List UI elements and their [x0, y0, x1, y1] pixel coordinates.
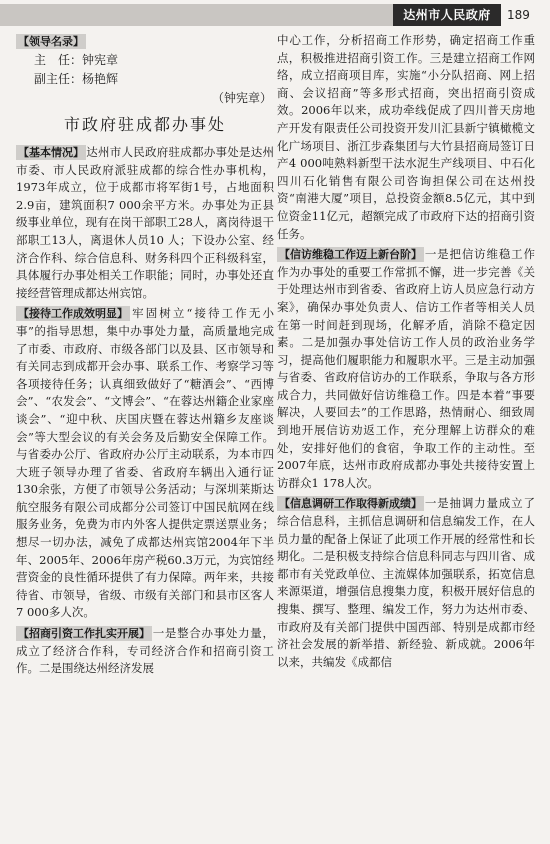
info-research-text: 一是抽调力量成立了综合信息科，主抓信息调研和信息编发工作，在人员力量的配备上保证了此项工作开展的经常性和长期化。二是积极支持综合信息科同志与四川省、成都市有关党政单位、主流媒体加强联系，拓宽信息来源渠道，增强信息搜集力度，积极开展好信息的搜集、撰写、整理、编发工作，努力为达州市委、市政府及有关部门提供中国西部、特别是成都市经济社会发展的新举措、新经验、新成就。2006年以来，共编发《成都信 [277, 496, 535, 669]
basic-info-paragraph [16, 144, 274, 302]
petition-heading: 【信访维稳工作迈上新台阶】 [279, 248, 422, 262]
leaders-heading: 【领导名录】 [18, 35, 84, 48]
article-title: 市政府驻成都办事处 [63, 115, 226, 134]
right-column [277, 32, 535, 671]
info-research-heading: 【信息调研工作取得新成绩】 [279, 497, 422, 511]
author-credit: （钟宪章） [211, 91, 272, 105]
investment-heading: 【招商引资工作扎实开展】 [18, 627, 150, 641]
left-column [16, 32, 274, 678]
petition-text: 一是把信访维稳工作作为办事处的重要工作常抓不懈，进一步完善《关于处理达州市到省委、省政府上访人员应急行动方案》，确保办事处负责人、信访工作者等相关人员在第一时间赶到现场，化解矛盾，消除不稳定因素。二是加强办事处信访工作人员的政治业务学习，提高他们履职能力和履职水平。三是主动加强与省委、省政府信访办的工作联系，争取与各方形成合力，共同做好信访维稳工作。四是本着“事要解决，人要回去”的工作思路，热情耐心、细致周到地开展信访劝返工作，充分理解上访群众的难处，安排好他们的食宿，争取工作的主动性。至2007年底，达州市政府成都办事处共接待安置上访群众1 178人次。 [277, 247, 535, 490]
investment-text-continued: 中心工作，分析招商工作形势，确定招商工作重点，积极推进招商引资工作。三是建立招商工作网络，成立招商项目库，实施“小分队招商、网上招商、会议招商”等多形式招商，突出招商引资成效。2006年以来，成功牵线促成了四川普天房地产开发有限责任公司投资开发川汇县新宁镇橄榄文化广场项目、浙江步森集团与大竹县招商局签订日产4 000吨熟料新型干法水泥生产线项目、中石化四川石化销售有限公司咨询担保公司在达州投资“南港大厦”项目，总投资金额8.5亿元，其中到位资金11亿元，超额完成了市政府下达的招商引资任务。 [277, 33, 535, 241]
reception-text: 牢固树立“接待工作无小事”的指导思想，集中办事处力量，高质量地完成了市委、市政府、市级各部门以及县、区市领导和有关同志到成都开会办事、联系工作、考察学习等各项接待任务；认真细致做好了“糖酒会”、“西博会”、“农发会”、“文博会”、“在蓉达州籍企业家座谈会”、“迎中秋、庆国庆暨在蓉达州籍乡友座谈会”等大型会议的有关会务及后勤安全保障工作。与省委办公厅、省政府办公厅主动联系，为本市四大班子领导办理了省委、省政府车辆出入通行证130余张，方便了市领导公务活动；与深圳莱斯达航空服务有限公司成都分公司签订中国民航网在线服务业务，免费为市内外客人提供定票送票业务；想尽一切办法，减免了成都达州宾馆2004年下半年、2005年、2006年房产税60.3万元，为宾馆经营资金的良性循环提供了有力保障。两年来，共接待省、市领导，省级、市级有关部门和县市区客人7 000多人次。 [16, 306, 274, 620]
reception-heading: 【接待工作成效明显】 [18, 307, 128, 321]
petition-paragraph [277, 246, 535, 492]
page-header [0, 0, 550, 30]
investment-paragraph [16, 625, 274, 678]
page-number: 189 [507, 8, 530, 22]
leader-director: 主 任：钟宪章 [34, 53, 119, 67]
info-research-paragraph [277, 495, 535, 671]
basic-info-heading: 【基本情况】 [18, 146, 84, 159]
leader-deputy-director: 副主任：杨艳辉 [34, 72, 119, 86]
investment-text-start: 一是整合办事处力量，成立了经济合作科，专司经济合作和招商引资工作。二是围绕达州经济发展 [16, 626, 274, 676]
reception-paragraph [16, 305, 274, 622]
running-head: 达州市人民政府 [403, 8, 491, 22]
basic-info-text: 达州市人民政府驻成都办事处是达州市委、市人民政府派驻成都的综合性办事机构，1973年成立，位于成都市将军街1号，占地面积2.9亩，建筑面积7 000余平方米。办事处为正县级事业单位，现有在岗干部职工28人，离岗待退干部职工13人，离退休人员10 人；下设办公室、经济合作科、综合信息科、财务科四个正科级科室，具体履行办事处相关工作职能；同时，办事处还直接经营管理成都达州宾馆。 [16, 145, 274, 300]
